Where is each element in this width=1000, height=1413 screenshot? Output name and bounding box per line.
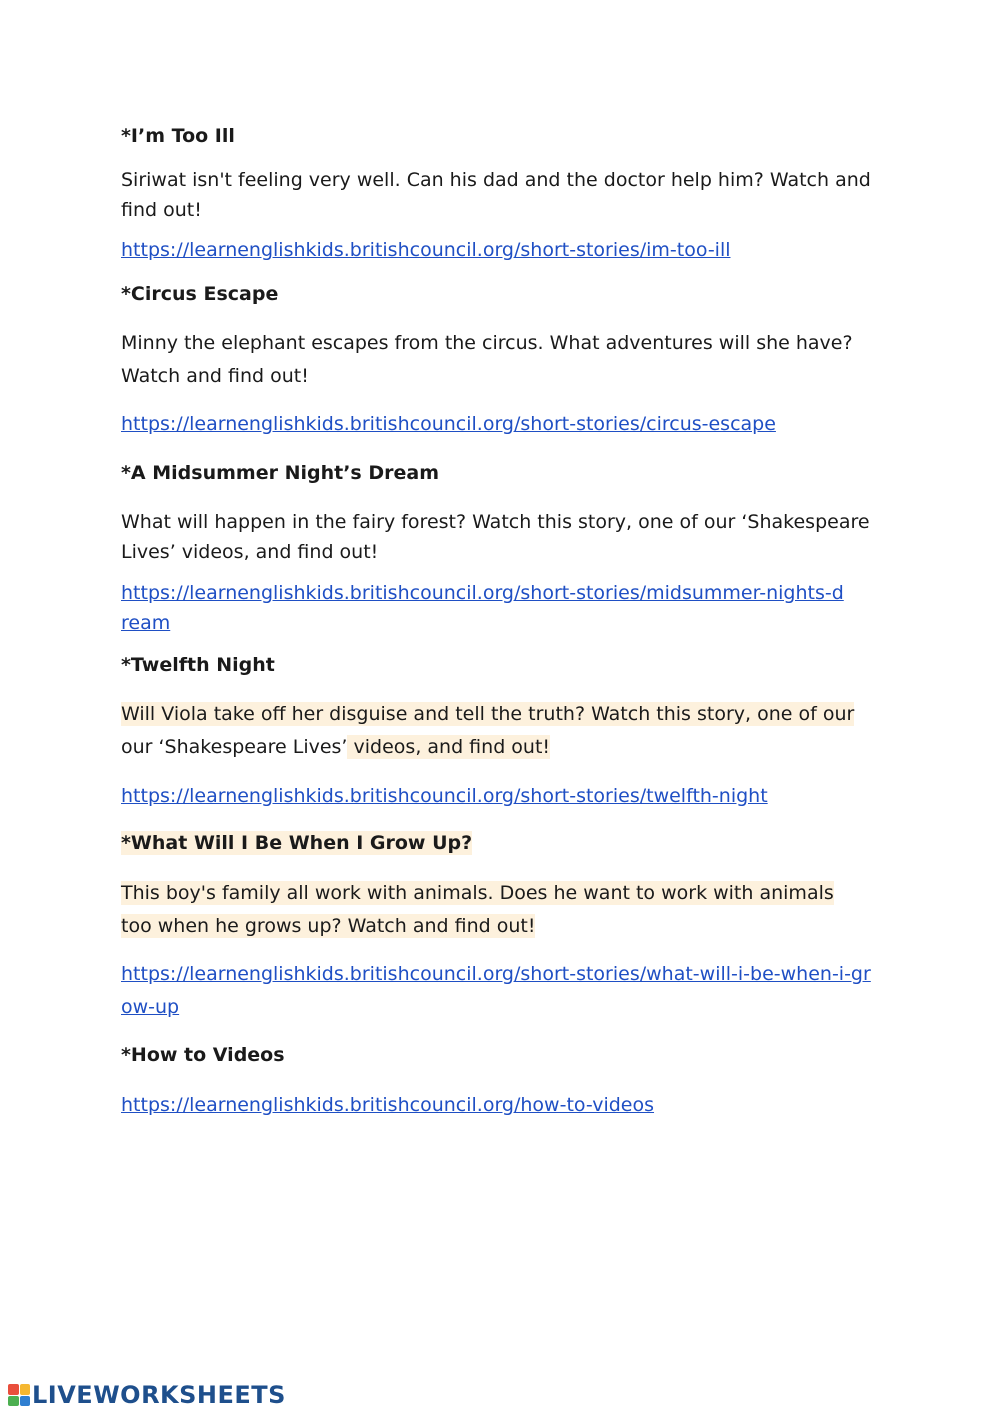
story-link[interactable]: https://learnenglishkids.britishcouncil.org/short-stories/midsummer-nights-dream — [121, 582, 844, 634]
story-description — [121, 698, 881, 764]
story-title: *Circus Escape — [121, 283, 279, 305]
logo-text: LIVEWORKSHEETS — [32, 1381, 286, 1409]
story-description: Minny the elephant escapes from the circus. What adventures will she have? Watch and find out! — [121, 332, 853, 387]
story-description: What will happen in the fairy forest? Watch this story, one of our ‘Shakespeare Lives’ videos, and find out! — [121, 511, 870, 563]
story-title: *Twelfth Night — [121, 654, 275, 676]
story-description — [121, 877, 856, 943]
story-title: *A Midsummer Night’s Dream — [121, 462, 439, 484]
story-description: Siriwat isn't feeling very well. Can his dad and the doctor help him? Watch and find out! — [121, 169, 871, 221]
highlighted-title: *What Will I Be When I Grow Up? — [121, 832, 473, 854]
story-link[interactable]: https://learnenglishkids.britishcouncil.org/short-stories/circus-escape — [121, 413, 776, 435]
story-link[interactable]: https://learnenglishkids.britishcouncil.org/short-stories/im-too-ill — [121, 239, 731, 261]
highlighted-text: videos, and find out! — [347, 736, 551, 758]
story-link[interactable]: https://learnenglishkids.britishcouncil.org/short-stories/twelfth-night — [121, 785, 768, 807]
story-link[interactable]: https://learnenglishkids.britishcouncil.org/how-to-videos — [121, 1094, 655, 1116]
liveworksheets-logo[interactable] — [8, 1381, 286, 1409]
description-text: our ‘Shakespeare Lives’ — [121, 736, 348, 758]
logo-blocks-icon — [8, 1384, 30, 1406]
highlighted-text: This boy's family all work with animals. Does he want to work with animals too when he grows up? Watch and find out! — [121, 882, 834, 937]
story-link[interactable]: https://learnenglishkids.britishcouncil.org/short-stories/what-will-i-be-when-i-grow-up — [121, 963, 871, 1018]
story-title: *I’m Too Ill — [121, 125, 235, 147]
highlighted-text: Will Viola take off her disguise and tell the truth? Watch this story, one of our — [121, 703, 855, 725]
story-title: *How to Videos — [121, 1044, 285, 1066]
story-title — [121, 829, 881, 858]
